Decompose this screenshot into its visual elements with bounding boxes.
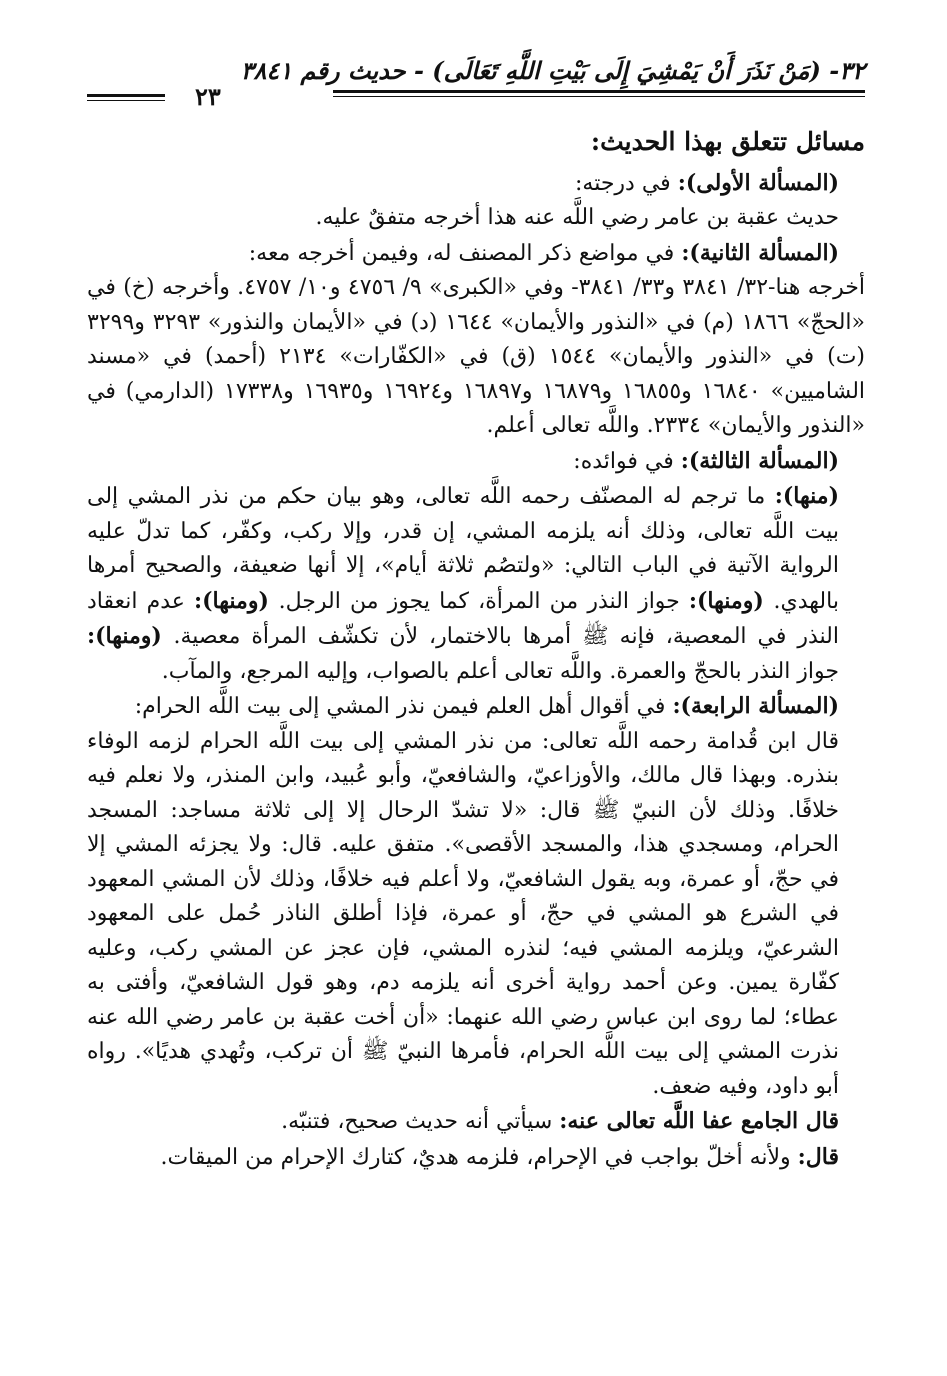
compiler-note-text: سيأتي أنه حديث صحيح، فتنبّه.	[281, 1109, 560, 1134]
issue-2-text: أخرجه هنا-٣٢/ ٣٨٤١ و٣٣/ ٣٨٤١- وفي «الكبرى» ٩/ ٤٧٥٦ و١٠/ ٤٧٥٧. وأخرجه (خ) في «الحجّ» ١٨٦٦ (م) في «النذور والأيمان» ١٦٤٤ (د) في «الأيمان والنذور» ٣٢٩٣ و٣٢٩٩ (ت) في «النذور والأيمان» ١٥٤٤ (ق) في «الكفّارات» ٢١٣٤ (أحمد) في «مسند الشاميين» ١٦٨٤٠ و١٦٨٥٥ و١٦٨٧٩ و١٦٨٩٧ و١٦٩٢٤ و١٦٩٣٥ و١٧٣٣٨ (الدارمي) في «النذور والأيمان» ٢٣٣٤. واللَّه تعالى أعلم.	[87, 275, 866, 438]
issue-4-topic: في أقوال أهل العلم فيمن نذر المشي إلى بيت اللَّه الحرام:	[134, 694, 673, 719]
issue-2-heading	[87, 236, 865, 272]
closing-quote-text: ولأنه أخلّ بواجب في الإحرام، فلزمه هديٌ، كتارك الإحرام من الميقات.	[160, 1144, 798, 1170]
compiler-note	[87, 1104, 865, 1140]
benefit-3-text: عدم انعقاد النذر في المعصية، فإنه ﷺ أمرها بالاختمار، لأن تكشّف المرأة معصية.	[87, 588, 839, 649]
header-rule	[333, 90, 865, 97]
page-number-rule	[87, 94, 165, 101]
issue-1-label: (المسألة الأولى):	[677, 169, 839, 196]
benefit-2-label: (ومنها):	[688, 587, 774, 614]
chapter-title: ٣٢- (مَنْ نَذَرَ أَنْ يَمْشِيَ إِلَى بَيْتِ اللَّهِ تَعَالَى) - حديث رقم ٣٨٤١	[240, 56, 865, 85]
issue-4-text: قال ابن قُدامة رحمه اللَّه تعالى: من نذر المشي إلى بيت اللَّه الحرام لزمه الوفاء بنذره. وبهذا قال مالك، والأوزاعيّ، والشافعيّ، وأبو عُبيد، وابن المنذر، ولا نعلم فيه خلافًا. وذلك لأن النبيّ ﷺ قال: «لا تشدّ الرحال إلا إلى ثلاثة مساجد: المسجد الحرام، ومسجدي هذا، والمسجد الأقصى». متفق عليه. قال: ولا يجزئه المشي إلا في حجّ، أو عمرة، وبه يقول الشافعيّ، ولا أعلم فيه خلافًا، وذلك لأن المشي المعهود في الشرع هو المشي في حجّ، أو عمرة، فإذا أطلق الناذر حُمل على المعهود الشرعيّ، ويلزمه المشي فيه؛ لنذره المشي، فإن عجز عن المشي ركب، وعليه كفّارة يمين. وعن أحمد رواية أخرى أنه يلزمه دم، وهو قول الشافعيّ، وأفتى به عطاء؛ لما روى ابن عباس رضي الله عنهما: «أن أخت عقبة بن عامر رضي الله عنه نذرت المشي إلى بيت اللَّه الحرام، فأمرها النبيّ ﷺ أن تركب، وتُهدي هديًا». رواه أبو داود، وفيه ضعف.	[87, 728, 839, 1099]
issue-3-label: (المسألة الثالثة):	[680, 447, 839, 474]
compiler-note-label: قال الجامع عفا اللَّه تعالى عنه:	[559, 1108, 839, 1134]
issue-3-heading	[87, 444, 865, 480]
closing-quote-label: قال:	[797, 1143, 839, 1170]
issue-3-benefits	[87, 479, 865, 689]
benefit-3-label: (ومنها):	[194, 587, 279, 614]
issue-1-text: حديث عقبة بن عامر رضي اللَّه عنه هذا أخرجه متفقٌ عليه.	[315, 205, 839, 230]
issue-2-topic: في مواضع ذكر المصنف له، وفيمن أخرجه معه:	[248, 240, 682, 266]
running-header	[87, 50, 865, 114]
issue-1-heading	[87, 166, 865, 202]
main-text	[87, 125, 865, 1175]
page-number: ٢٣	[195, 82, 221, 111]
benefit-2-text: جواز النذر من المرأة، كما يجوز من الرجل.	[278, 588, 689, 614]
closing-quote	[87, 1140, 865, 1176]
section-heading: مسائل تتعلق بهذا الحديث:	[590, 127, 865, 156]
issue-1-topic: في درجته:	[574, 170, 678, 196]
issue-2-label: (المسألة الثانية):	[681, 239, 839, 266]
benefit-1-label: (منها):	[774, 483, 839, 509]
issue-4-label: (المسألة الرابعة):	[672, 693, 839, 719]
issue-4-heading	[87, 689, 865, 725]
benefit-4-text: جواز النذر بالحجّ والعمرة. واللَّه تعالى أعلم بالصواب، وإليه المرجع، والمآب.	[161, 658, 839, 684]
benefit-4-label: (ومنها):	[87, 623, 174, 649]
issue-3-topic: في فوائده:	[573, 448, 681, 474]
benefit-1-text: ما ترجم له المصنّف رحمه اللَّه تعالى، وهو بيان حكم من نذر المشي إلى بيت اللَّه تعالى، وذلك أنه يلزمه المشي، إن قدر، وإلا ركب، وكفّر، كما تدلّ عليه الرواية الآتية في الباب التالي: «ولتصُم ثلاثة أيام»، إلا أنها ضعيفة، والصحيح أمرها بالهدي.	[87, 484, 839, 614]
